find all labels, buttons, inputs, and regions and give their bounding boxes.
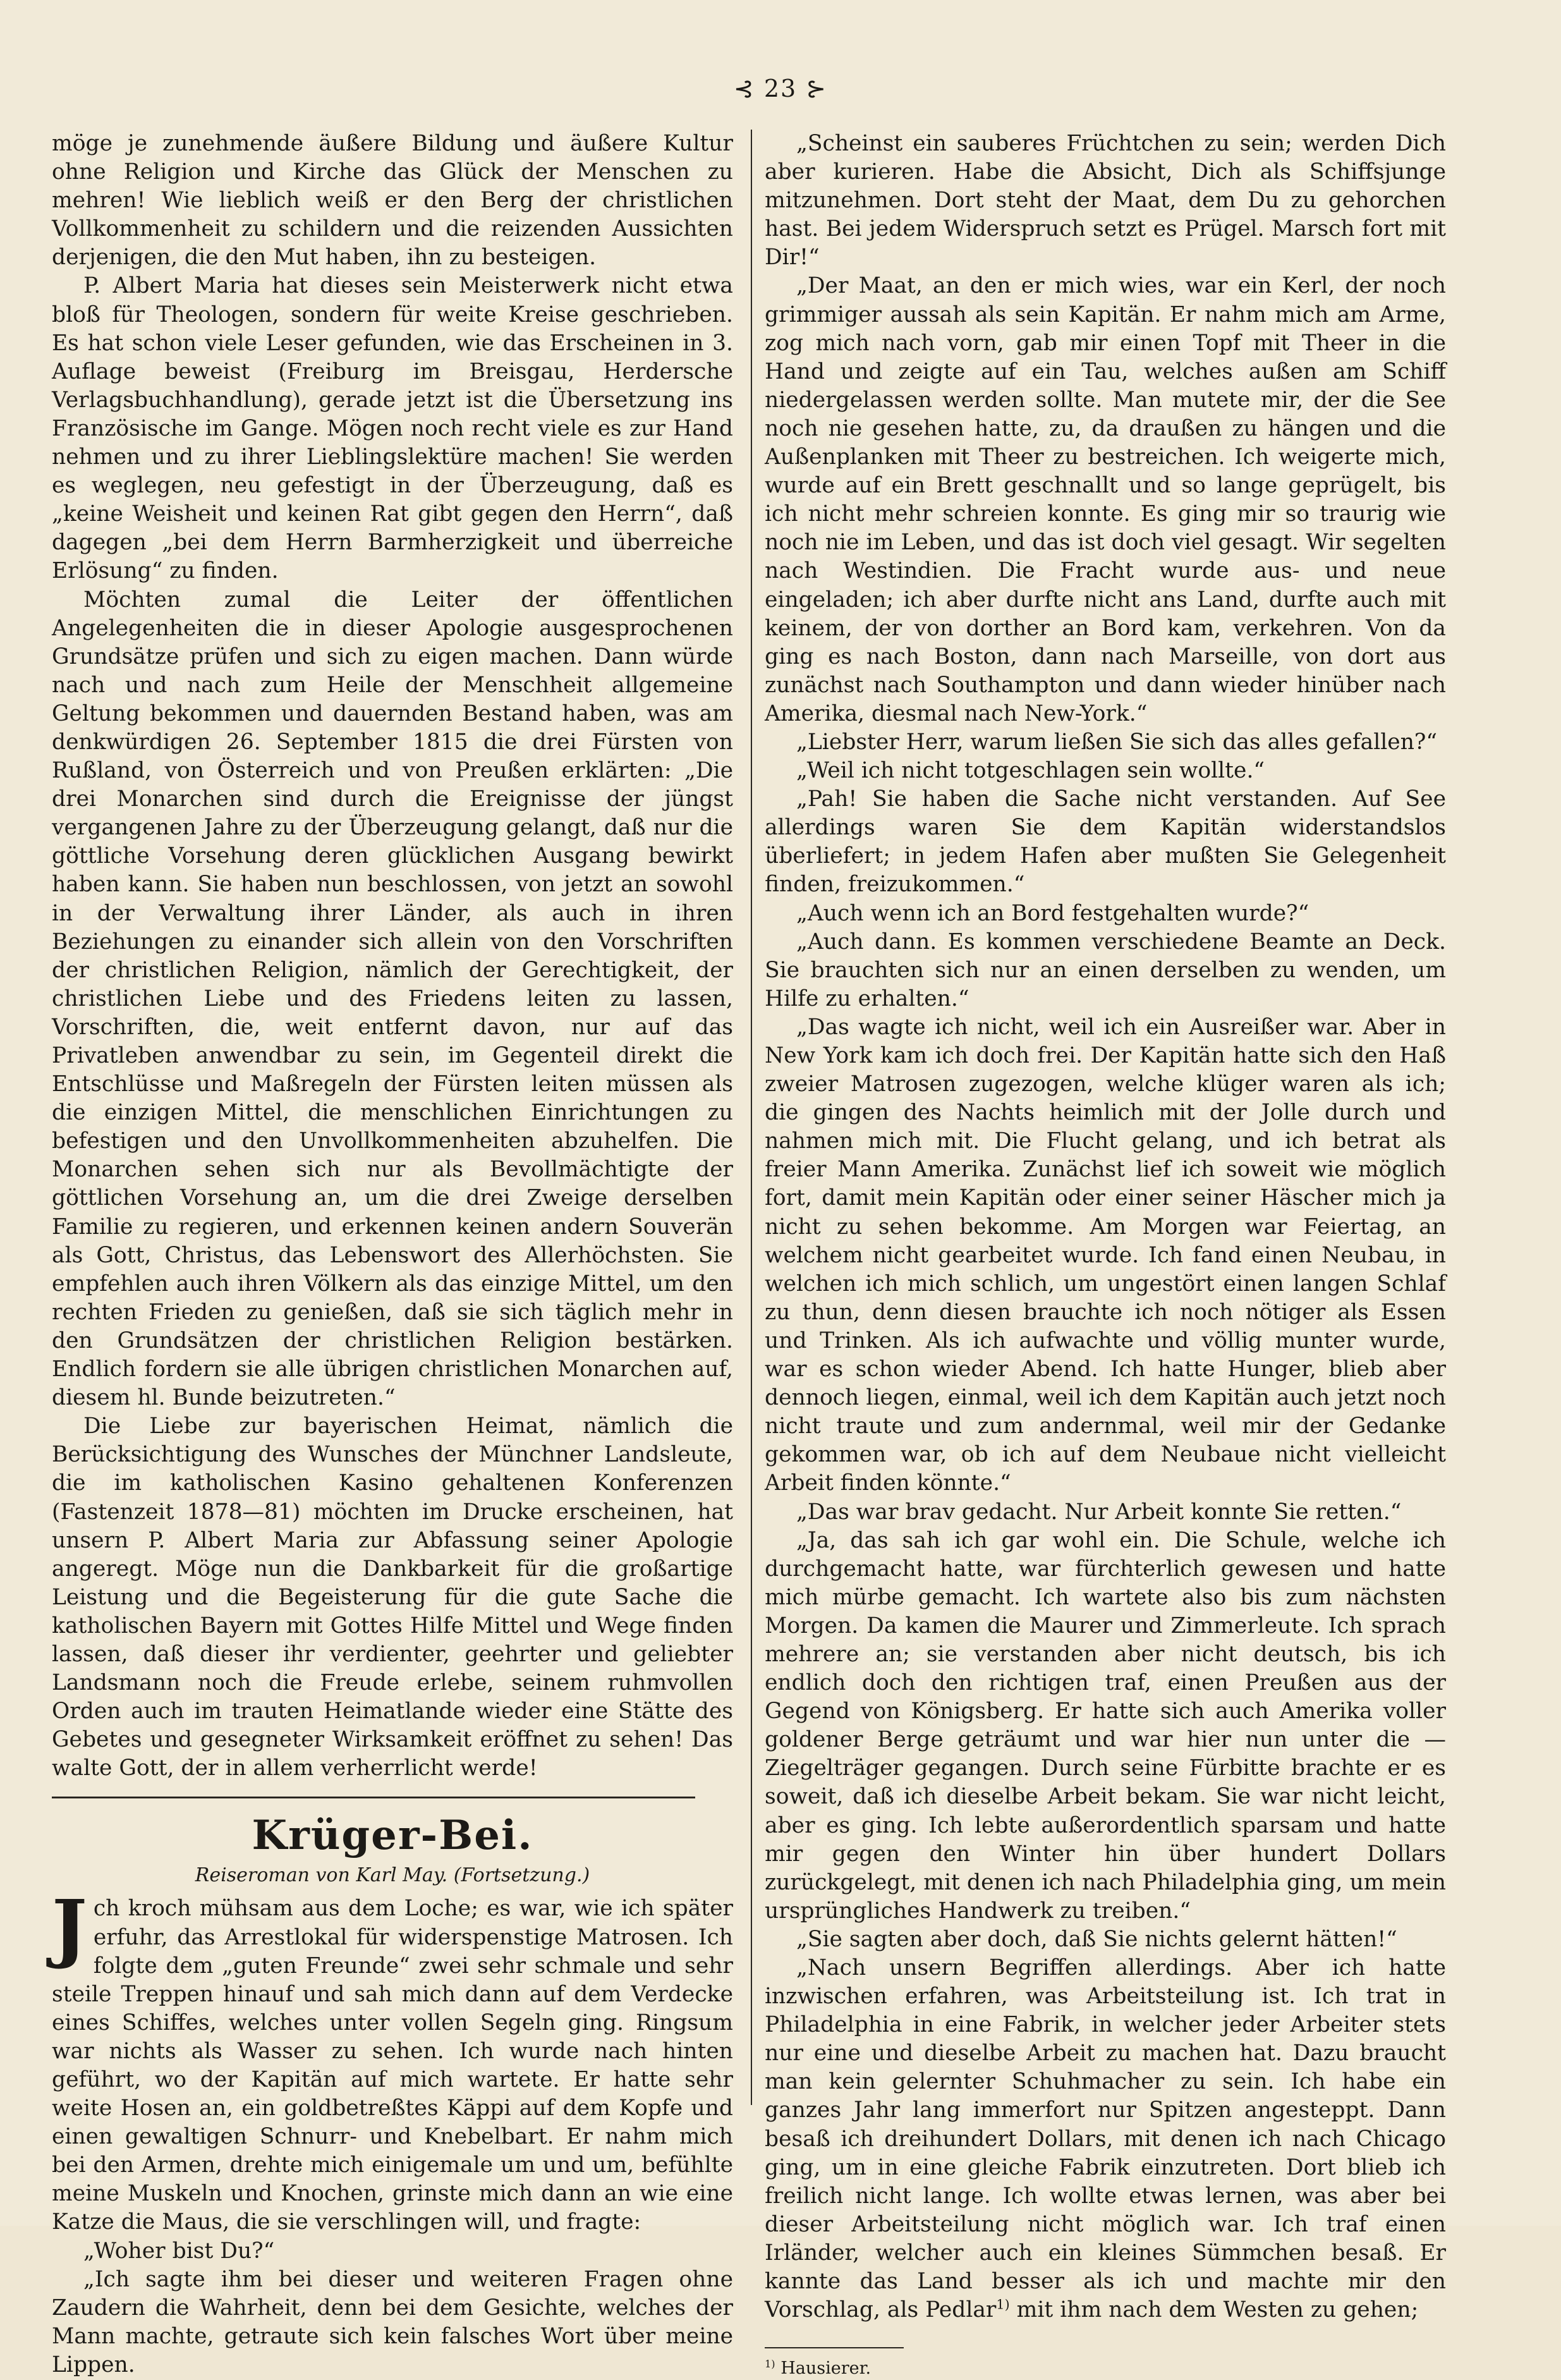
section-divider [52,1797,695,1798]
story-byline: Reiseroman von Karl May. (Fortsetzung.) [195,1864,590,1887]
footnote-marker: 1) [765,2358,775,2371]
page-number: 23 [763,75,798,102]
story-title: Krüger-Bei. [252,1812,533,1860]
right-paragraph: „Liebster Herr, warum ließen Sie sich das alles gefallen?“ [796,729,1438,755]
footnote-text: Hausierer. [780,2359,872,2379]
footnote-reference: 1) [996,2297,1010,2312]
left-paragraph: P. Albert Maria hat dieses sein Meisterwerk nicht etwa bloß für Theologen, sondern für weite Kreise geschrieben. Es hat schon viele Leser gefunden, wie das Erscheinen in 3. Auflage beweist (Freiburg im Breisgau, Herdersche Verlagsbuchhandlung), gerade jetzt ist die Übersetzung ins Französische im Gange. Mögen noch recht viele es zur Hand nehmen und zu ihrer Lieblingslektüre machen! Sie werden es weglegen, neu gefestigt in der Überzeugung, daß es „keine Weisheit und keinen Rat gibt gegen den Herrn“, daß dagegen „bei dem Herrn Barmherzigkeit und überreiche Erlösung“ zu finden. [52,273,733,584]
right-paragraph-tail: mit ihm nach dem Westen zu gehen; [1009,2297,1419,2323]
footnote-divider [765,2347,904,2348]
right-paragraph [765,1954,1446,2324]
right-paragraph: „Weil ich nicht totgeschlagen sein wollte.“ [796,758,1265,784]
footnote [765,2357,1446,2380]
right-paragraph: „Das war brav gedacht. Nur Arbeit konnte Sie retten.“ [796,1499,1402,1525]
right-paragraph: „Der Maat, an den er mich wies, war ein Kerl, der noch grimmiger aussah als sein Kapitän. Er nahm mich am Arme, zog mich nach vorn, gab mir einen Topf mit Theer in die Hand und zeigte auf ein Tau, welches außen am Schiff niedergelassen werden sollte. Man mutete mir, der die See noch nie gesehen hatte, zu, da draußen zu hängen und die Außenplanken mit Theer zu bestreichen. Ich weigerte mich, wurde auf ein Brett geschnallt und so lange geprügelt, bis ich nicht mehr schreien konnte. Es ging mir so traurig wie noch nie im Leben, und das ist doch viel gesagt. Wir segelten nach Westindien. Die Fracht wurde aus- und neue eingeladen; ich aber durfte nicht ans Land, durfte auch mit keinem, der von dorther an Bord kam, verkehren. Von da ging es nach Boston, dann nach Marseille, von dort aus zunächst nach Southampton und dann wieder hinüber nach Amerika, diesmal nach New-York.“ [765,273,1446,726]
right-paragraph: „Scheinst ein sauberes Früchtchen zu sein; werden Dich aber kurieren. Habe die Absicht, Dich als Schiffsjunge mitzunehmen. Dort steht der Maat, dem Du zu gehorchen hast. Bei jedem Widerspruch setzt es Prügel. Marsch fort mit Dir!“ [765,131,1446,271]
right-paragraph: „Pah! Sie haben die Sache nicht verstanden. Auf See allerdings waren Sie dem Kapitän widerstandslos überliefert; in jedem Hafen aber mußten Sie Gelegenheit finden, freizukommen.“ [765,786,1446,898]
left-paragraph: Möchten zumal die Leiter der öffentlichen Angelegenheiten die in dieser Apologie ausgesprochenen Grundsätze prüfen und sich zu eigen machen. Dann würde nach und nach zum Heile der Menschheit allgemeine Geltung bekommen und dauernden Bestand haben, was am denkwürdigen 26. September 1815 die drei Fürsten von Rußland, von Österreich und von Preußen erklärten: „Die drei Monarchen sind durch die Ereignisse der jüngst vergangenen Jahre zu der Überzeugung gelangt, daß nur die göttliche Vorsehung deren glücklichen Ausgang bewirkt haben kann. Sie haben nun beschlossen, von jetzt an sowohl in der Verwaltung ihrer Länder, als auch in ihren Beziehungen zu einander sich allein von den Vorschriften der christlichen Religion, nämlich der Gerechtigkeit, der christlichen Liebe und des Friedens leiten zu lassen, Vorschriften, die, weit entfernt davon, nur auf das Privatleben anwendbar zu sein, im Gegenteil direkt die Entschlüsse und Maßregeln der Fürsten leiten müssen als die einzigen Mittel, die menschlichen Einrichtungen zu befestigen und den Unvollkommenheiten abzuhelfen. Die Monarchen sehen sich nur als Bevollmächtigte der göttlichen Vorsehung an, um die drei Zweige derselben Familie zu regieren, und erkennen keinen andern Souverän als Gott, Christus, das Lebenswort des Allerhöchsten. Sie empfehlen auch ihren Völkern als das einzige Mittel, um den rechten Frieden zu genießen, daß sie sich täglich mehr in den Grundsätzen der christlichen Religion bestärken. Endlich fordern sie alle übrigen christlichen Monarchen auf, diesem hl. Bunde beizutreten.“ [52,587,733,1411]
right-paragraph: „Auch dann. Es kommen verschiedene Beamte an Deck. Sie brauchten sich nur an einen derselben zu wenden, um Hilfe zu erhalten.“ [765,929,1446,1011]
ornament-right: ⊱ [806,75,828,102]
left-paragraph: möge je zunehmende äußere Bildung und äußere Kultur ohne Religion und Kirche das Glück der Menschen zu mehren! Wie lieblich weiß er den Berg der christlichen Vollkommenheit zu schildern und die reizenden Aussichten derjenigen, die den Mut haben, ihn zu besteigen. [52,131,733,271]
story-paragraph-text: ch kroch mühsam aus dem Loche; es war, wie ich später erfuhr, das Arrestlokal für widerspenstige Matrosen. Ich folgte dem „guten Freunde“ zwei sehr schmale und sehr steile Treppen hinauf und sah mich dann auf dem Verdecke eines Schiffes, welches unter vollen Segeln ging. Ringsum war nichts als Wasser zu sehen. Ich wurde nach hinten geführt, wo der Kapitän auf mich wartete. Er hatte sehr weite Hosen an, ein goldbetreßtes Käppi auf dem Kopfe und einen gewaltigen Schnurr- und Knebelbart. Er nahm mich bei den Armen, drehte mich einigemale um und um, befühlte meine Muskeln und Knochen, grinste mich dann an wie eine Katze die Maus, die sie verschlingen will, und fragte: [52,1896,733,2235]
story-paragraph [52,1883,733,2237]
left-paragraph: Die Liebe zur bayerischen Heimat, nämlich die Berücksichtigung des Wunsches der Münchner Landsleute, die im katholischen Kasino gehaltenen Konferenzen (Fastenzeit 1878—81) möchten im Drucke erscheinen, hat unsern P. Albert Maria zur Abfassung seiner Apologie angeregt. Möge nun die Dankbarkeit für die großartige Leistung und die Begeisterung für die gute Sache die katholischen Bayern mit Gottes Hilfe Mittel und Wege finden lassen, daß dieser ihr verdienter, geehrter und geliebter Landsmann noch die Freude erlebe, seinem ruhmvollen Orden auch im trauten Heimatlande wieder eine Stätte des Gebetes und gesegneter Wirksamkeit eröffnet zu sehen! Das walte Gott, der in allem verherrlicht werde! [52,1413,733,1781]
page-number-header [0,75,1561,102]
story-paragraph: „Woher bist Du?“ [83,2238,275,2264]
left-column [52,130,733,2379]
right-paragraph: „Sie sagten aber doch, daß Sie nichts gelernt hätten!“ [796,1926,1397,1952]
right-column [765,130,1446,2380]
right-paragraph-text: „Nach unsern Begriffen allerdings. Aber ich hatte inzwischen erfahren, was Arbeitsteilung ist. Ich trat in Philadelphia in eine Fabrik, in welcher jeder Arbeiter stets nur eine und dieselbe Arbeit zu machen hat. Dazu braucht man kein gelernter Schuhmacher zu sein. Ich habe ein ganzes Jahr lang immerfort nur Spitzen angesteppt. Dann besaß ich dreihundert Dollars, mit denen ich nach Chicago ging, um in eine gleiche Fabrik einzutreten. Dort blieb ich freilich nicht lange. Ich wollte etwas lernen, was aber bei dieser Arbeitsteilung nicht möglich war. Ich traf einen Irländer, welcher auch ein kleines Sümmchen besaß. Er kannte das Land besser als ich und machte mir den Vorschlag, als Pedlar [765,1955,1446,2323]
right-paragraph: „Das wagte ich nicht, weil ich ein Ausreißer war. Aber in New York kam ich doch frei. Der Kapitän hatte sich den Haß zweier Matrosen zugezogen, welche klüger waren als ich; die gingen des Nachts heimlich mit der Jolle durch und nahmen mich mit. Die Flucht gelang, und ich betrat als freier Mann Amerika. Zunächst lief ich soweit wie möglich fort, damit mein Kapitän oder einer seiner Häscher mich ja nicht zu sehen bekomme. Am Morgen war Feiertag, an welchem nicht gearbeitet wurde. Ich fand einen Neubau, in welchen ich mich schlich, um ungestört einen langen Schlaf zu thun, denn diesen brauchte ich noch nötiger als Essen und Trinken. Als ich aufwachte und völlig munter wurde, war es schon wieder Abend. Ich hatte Hunger, blieb aber dennoch liegen, einmal, weil ich dem Kapitän auch jetzt noch nicht traute und zum andernmal, weil mir der Gedanke gekommen war, ob ich auf dem Neubaue nicht vielleicht Arbeit finden könnte.“ [765,1014,1446,1496]
ornament-left: ⊰ [733,75,755,102]
column-divider [751,130,752,2105]
right-paragraph: „Auch wenn ich an Bord festgehalten wurde?“ [796,900,1309,926]
story-paragraph: „Ich sagte ihm bei dieser und weiteren Fragen ohne Zaudern die Wahrheit, denn bei dem Gesichte, welches der Mann machte, getraute sich kein falsches Wort über meine Lippen. [52,2266,733,2377]
right-paragraph: „Ja, das sah ich gar wohl ein. Die Schule, welche ich durchgemacht hatte, war fürchterlich gewesen und hatte mich mürbe gemacht. Ich wartete also bis zum nächsten Morgen. Da kamen die Maurer und Zimmerleute. Ich sprach mehrere an; sie verstanden aber nicht deutsch, bis ich endlich doch den richtigen traf, einen Preußen aus der Gegend von Königsberg. Er hatte sich auch Amerika voller goldener Berge geträumt und war hier nun unter die — Ziegelträger gegangen. Durch seine Fürbitte brachte er es soweit, daß ich dieselbe Arbeit bekam. Sie war nicht leicht, aber es ging. Ich lebte außerordentlich sparsam und hatte mir gegen den Winter hin über hundert Dollars zurückgelegt, mit denen ich nach Philadelphia ging, um mein ursprüngliches Handwerk zu treiben.“ [765,1527,1446,1924]
drop-cap: J [52,1883,87,1972]
